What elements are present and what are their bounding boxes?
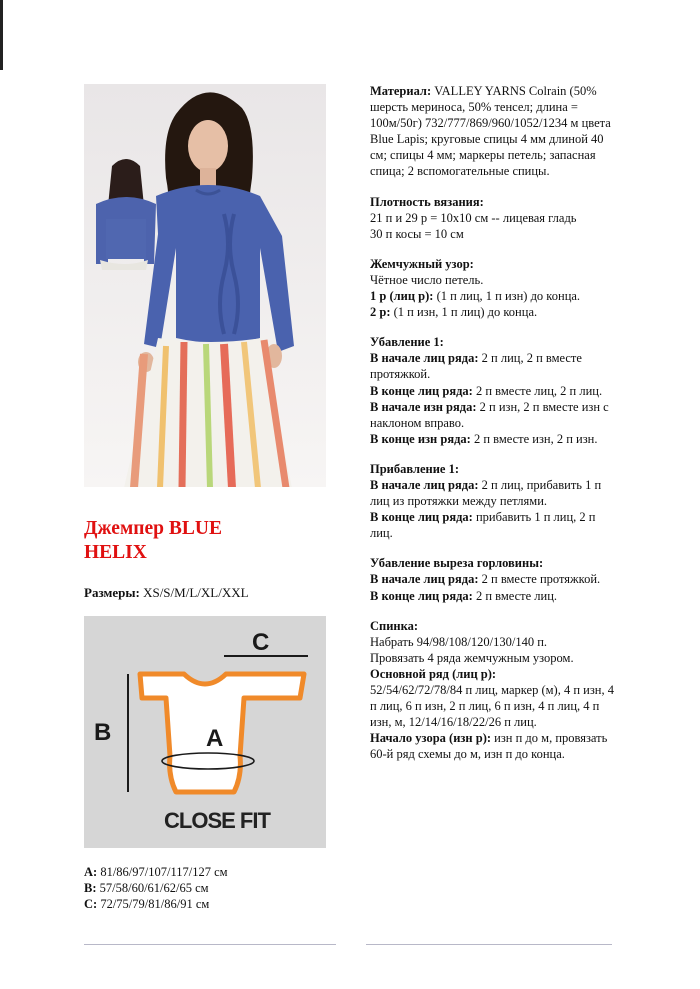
instruction-text: 2 п вместе изн, 2 п изн. xyxy=(473,431,598,446)
instruction-label: В конце лиц ряда: xyxy=(370,510,473,525)
instruction-text: VALLEY YARNS Colrain (50% шерсть мериноса, 50% тенсел; длина = 100м/50г) 732/777/869/960/1052/1234 м цвета Blue Lapis; круговые спицы 4 мм длиной 40 см; спицы 4 мм; маркеры петель; запасная спица; 2 вспомогательные спицы. xyxy=(370,84,611,179)
instruction-section xyxy=(370,618,618,763)
instruction-section xyxy=(370,83,618,180)
instruction-text: Набрать 94/98/108/120/130/140 п. xyxy=(370,634,548,649)
sizes-label: Размеры: xyxy=(84,585,140,600)
instruction-label: Прибавление 1: xyxy=(370,461,460,476)
instruction-text: 2 п изн, 2 п вместе изн с наклоном вправо. xyxy=(370,399,609,430)
instruction-text: 52/54/62/72/78/84 п лиц, маркер (м), 4 п изн, 4 п лиц, 6 п изн, 2 п лиц, 6 п изн, 4 п лиц, 4 п изн, м, 12/14/16/18/22/26 п лиц. xyxy=(370,683,614,730)
footer-rule-right xyxy=(366,944,612,945)
instruction-line xyxy=(370,650,618,666)
instruction-text: 30 п косы = 10 см xyxy=(370,226,464,241)
instruction-text: (1 п изн, 1 п лиц) до конца. xyxy=(393,305,538,320)
instruction-line xyxy=(370,666,618,682)
instruction-line xyxy=(370,618,618,634)
instruction-text: изн п до м, провязать 60-й ряд схемы до м, изн п до конца. xyxy=(370,731,608,762)
pattern-title-line-1: Джемпер BLUE xyxy=(84,518,222,539)
pattern-title xyxy=(84,517,324,565)
instruction-label: Плотность вязания: xyxy=(370,194,484,209)
instruction-line xyxy=(370,288,618,304)
instruction-label: Спинка: xyxy=(370,618,419,633)
instruction-line xyxy=(370,304,618,320)
instruction-text: прибавить 1 п лиц, 2 п лиц. xyxy=(370,510,596,541)
measurements-list xyxy=(84,864,228,912)
measurement-b xyxy=(84,880,228,896)
instruction-label: В начале лиц ряда: xyxy=(370,477,479,492)
page-edge-mark xyxy=(0,0,3,70)
instruction-line xyxy=(370,334,618,350)
instruction-line xyxy=(370,555,618,571)
instruction-line xyxy=(370,194,618,210)
instruction-line xyxy=(370,461,618,477)
label-b: B xyxy=(94,719,112,746)
instruction-text: (1 п лиц, 1 п изн) до конца. xyxy=(436,289,581,304)
instruction-label: Убавление выреза горловины: xyxy=(370,556,544,571)
instruction-line xyxy=(370,383,618,399)
measurement-a xyxy=(84,864,228,880)
instruction-line xyxy=(370,256,618,272)
model-photo xyxy=(84,84,326,487)
instruction-label: В начале изн ряда: xyxy=(370,399,477,414)
instruction-label: Жемчужный узор: xyxy=(370,256,474,271)
measurement-b-label: B: xyxy=(84,881,97,895)
instruction-text: 2 п вместе протяжкой. xyxy=(481,572,601,587)
close-fit-label: CLOSE FIT xyxy=(164,808,270,833)
instruction-label: В начале лиц ряда: xyxy=(370,351,479,366)
instruction-line xyxy=(370,272,618,288)
sizes-value: XS/S/M/L/XL/XXL xyxy=(143,585,249,600)
instruction-line xyxy=(370,588,618,604)
instruction-label: Начало узора (изн р): xyxy=(370,731,492,746)
instruction-line xyxy=(370,571,618,587)
instruction-label: 1 р (лиц р): xyxy=(370,289,434,304)
instruction-line xyxy=(370,509,618,541)
instruction-section xyxy=(370,461,618,541)
instruction-line xyxy=(370,682,618,730)
instruction-text: 21 п и 29 р = 10х10 см -- лицевая гладь xyxy=(370,210,577,225)
instruction-text: 2 п лиц, прибавить 1 п лиц из протяжки между петлями. xyxy=(370,477,602,509)
instructions-column xyxy=(370,83,618,776)
instruction-label: Материал: xyxy=(370,84,432,98)
instruction-line xyxy=(370,431,618,447)
measurement-a-value: 81/86/97/107/117/127 см xyxy=(100,865,228,879)
instruction-text: Чётное число петель. xyxy=(370,272,484,287)
instruction-text: Провязать 4 ряда жемчужным узором. xyxy=(370,650,574,665)
instruction-line xyxy=(370,634,618,650)
label-a: A xyxy=(206,725,224,752)
instruction-line xyxy=(370,730,618,762)
instruction-line xyxy=(370,399,618,431)
instruction-line xyxy=(370,477,618,509)
instruction-text: 2 п вместе лиц. xyxy=(475,588,558,603)
instruction-text: 2 п вместе лиц, 2 п лиц. xyxy=(475,383,603,398)
instruction-label: В конце лиц ряда: xyxy=(370,588,473,603)
measurement-c-label: C: xyxy=(84,897,98,911)
instruction-label: В конце лиц ряда: xyxy=(370,383,473,398)
sizes-line xyxy=(84,585,249,601)
instruction-label: В конце изн ряда: xyxy=(370,431,471,446)
measurement-c-value: 72/75/79/81/86/91 см xyxy=(100,897,210,911)
instruction-label: В начале лиц ряда: xyxy=(370,572,479,587)
instruction-text: 2 п лиц, 2 п вместе протяжкой. xyxy=(370,351,582,382)
measurement-a-label: A: xyxy=(84,865,98,879)
instruction-label: Убавление 1: xyxy=(370,335,444,350)
instruction-section xyxy=(370,194,618,242)
sizing-diagram xyxy=(84,616,326,848)
sweater-schematic xyxy=(84,616,326,848)
instruction-section xyxy=(370,256,618,320)
instruction-section xyxy=(370,555,618,603)
instruction-section xyxy=(370,334,618,447)
measurement-b-value: 57/58/60/61/62/65 см xyxy=(99,881,209,895)
label-c: C xyxy=(252,629,270,656)
measurement-c xyxy=(84,896,228,912)
instruction-line xyxy=(370,210,618,226)
photo-column xyxy=(84,84,329,487)
instruction-label: 2 р: xyxy=(370,305,391,320)
footer-rule-left xyxy=(84,944,336,945)
instruction-line xyxy=(370,226,618,242)
instruction-line xyxy=(370,350,618,382)
instruction-label: Основной ряд (лиц р): xyxy=(370,666,497,681)
pattern-title-line-2: HELIX xyxy=(84,542,147,563)
instruction-line xyxy=(370,83,618,180)
model-photo-illustration xyxy=(84,84,326,487)
